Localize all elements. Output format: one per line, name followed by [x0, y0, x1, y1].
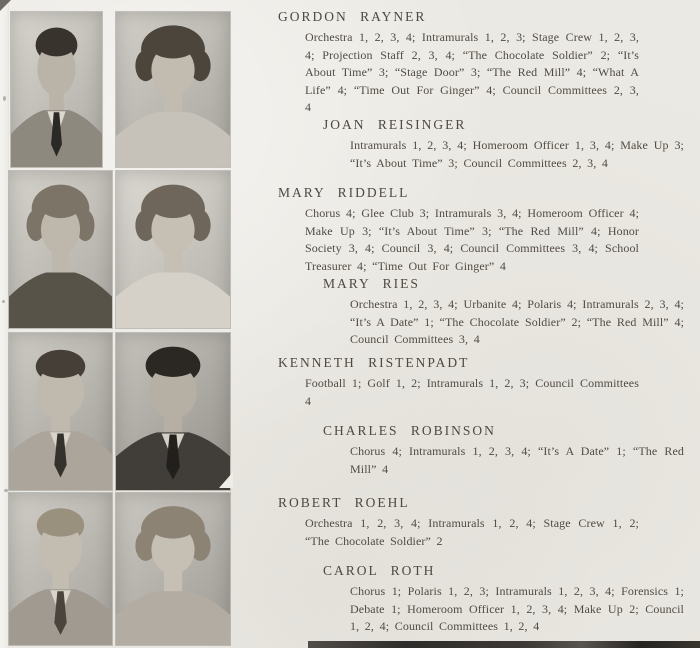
- entry-charles-robinson: [323, 422, 685, 478]
- student-activities: Chorus 1; Polaris 1, 2, 3; Intramurals 1, 2, 3, 4; Forensics 1; Debate 1; Homeroom Officer 1, 2, 3, 4; Make Up 2; Council 1, 2, 4; Council Committees 1, 2, 4: [350, 584, 684, 634]
- portrait-photo-kenneth-ristenpadt: [9, 333, 112, 490]
- student-activities: Orchestra 1, 2, 3, 4; Urbanite 4; Polaris 4; Intramurals 2, 3, 4; “It’s A Date” 1; “The Chocolate Soldier” 2; “The Red Mill” 4; Council Committees 3, 4: [350, 297, 684, 347]
- scan-artifact-corner: [0, 0, 11, 11]
- male-portrait-silhouette: [11, 12, 102, 167]
- entry-mary-riddell: [278, 184, 640, 275]
- portrait-photo-gordon-rayner: [11, 12, 102, 167]
- entry-carol-roth: [323, 562, 685, 636]
- scan-dust-speck: [3, 96, 6, 101]
- student-activities: Orchestra 1, 2, 3, 4; Intramurals 1, 2, 4; Stage Crew 1, 2; “The Chocolate Soldier” 2: [305, 516, 639, 548]
- scan-artifact-notch: [219, 472, 233, 488]
- next-page-photo-edge: [308, 641, 700, 648]
- entry-kenneth-ristenpadt: [278, 354, 640, 410]
- portrait-photo-mary-ries: [116, 171, 230, 328]
- female-portrait-silhouette: [9, 171, 112, 328]
- student-activities: Chorus 4; Intramurals 1, 2, 3, 4; “It’s A Date” 1; “The Red Mill” 4: [350, 444, 684, 476]
- portrait-photo-mary-riddell: [9, 171, 112, 328]
- entry-joan-reisinger: [323, 116, 685, 172]
- portrait-photo-robert-roehl: [9, 493, 112, 645]
- student-activities: Chorus 4; Glee Club 3; Intramurals 3, 4; Homeroom Officer 4; Make Up 3; “It’s About Time” 3; “The Red Mill” 4; Honor Society 3, 4; Council 3, 4; Council Committees 3, 4; School Treasurer 4; “Time Out For Ginger” 4: [305, 206, 639, 273]
- female-portrait-silhouette: [116, 171, 230, 328]
- female-portrait-silhouette: [116, 493, 230, 645]
- student-name: MARY RIDDELL: [278, 185, 410, 200]
- entry-robert-roehl: [278, 494, 640, 550]
- student-name: MARY RIES: [323, 276, 420, 291]
- male-portrait-silhouette: [9, 493, 112, 645]
- male-portrait-silhouette: [9, 333, 112, 490]
- portrait-photo-charles-robinson: [116, 333, 230, 490]
- scan-dust-speck: [2, 300, 5, 303]
- student-name: CHARLES ROBINSON: [323, 423, 496, 438]
- male-portrait-silhouette: [116, 333, 230, 490]
- student-name: JOAN REISINGER: [323, 117, 467, 132]
- portrait-photo-carol-roth: [116, 493, 230, 645]
- student-name: KENNETH RISTENPADT: [278, 355, 470, 370]
- student-name: CAROL ROTH: [323, 563, 436, 578]
- student-name: GORDON RAYNER: [278, 9, 427, 24]
- portrait-photo-joan-reisinger: [116, 12, 230, 167]
- student-activities: Intramurals 1, 2, 3, 4; Homeroom Officer 1, 3, 4; Make Up 3; “It’s About Time” 3; Council Committees 2, 3, 4: [350, 138, 684, 170]
- student-name: ROBERT ROEHL: [278, 495, 410, 510]
- entry-mary-ries: [323, 275, 685, 349]
- entry-gordon-rayner: [278, 8, 640, 117]
- female-portrait-silhouette: [116, 12, 230, 167]
- student-activities: Orchestra 1, 2, 3, 4; Intramurals 1, 2, 3; Stage Crew 1, 2, 3, 4; Projection Staff 2, 3, 4; “The Chocolate Soldier” 2; “It’s About Time” 3; “Stage Door” 3; “The Red Mill” 4; “What A Life” 4; “Time Out For Ginger” 4; Council Committees 2, 3, 4: [305, 30, 639, 115]
- scan-dust-speck: [4, 489, 8, 492]
- student-activities: Football 1; Golf 1, 2; Intramurals 1, 2, 3; Council Committees 4: [305, 376, 639, 408]
